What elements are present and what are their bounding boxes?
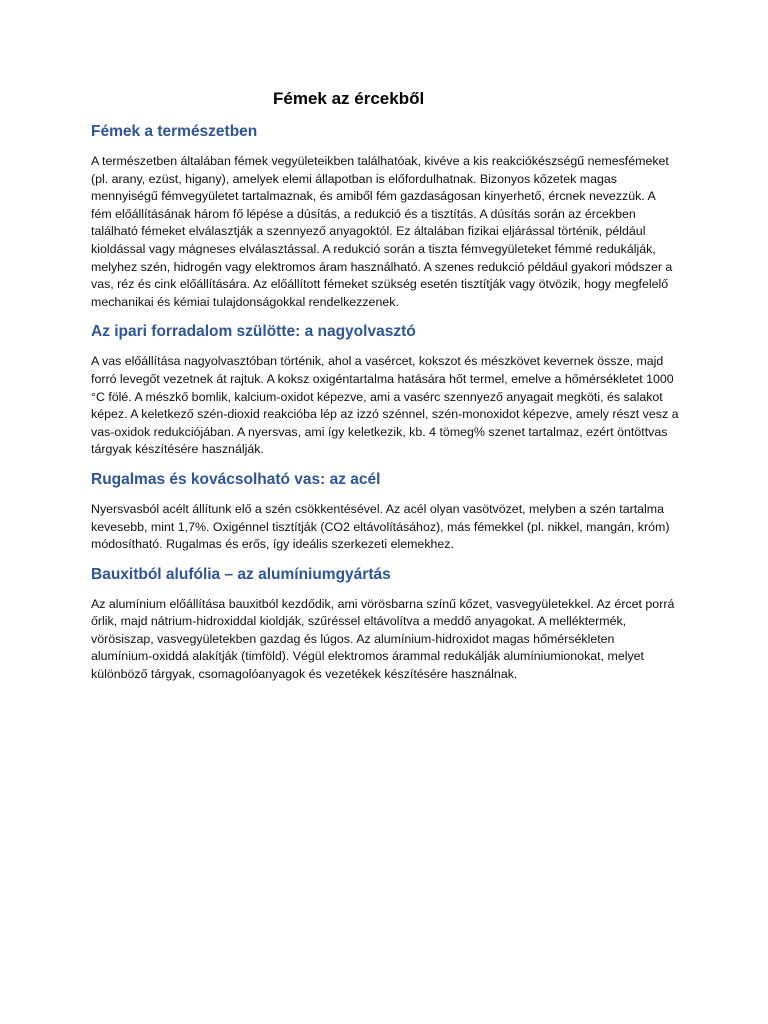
document-title: Fémek az ércekből [273, 89, 425, 108]
section-body-aluminiumgyartas: Az alumínium előállítása bauxitból kezdődik, ami vörösbarna színű kőzet, vasvegyületekkel. Az ércet porrá őrlik, majd nátrium-hidroxiddal kioldják, szűréssel eltávolítva a meddő anyagokat. A melléktermék, vörösiszap, vasvegyületekben gazdag és lúgos. Az alumínium-hidroxidot magas hőmérsékleten alumínium-oxiddá alakítják (timföld). Végül elektromos árammal redukálják alumíniumionokat, melyet különböző tárgyak, csomagolóanyagok és vezetékek készítésére használnak. [91, 596, 675, 682]
document-page [91, 88, 679, 684]
section-heading-nagyolvaszto: Az ipari forradalom szülötte: a nagyolvasztó [91, 323, 416, 341]
section-body-acel: Nyersvasból acélt állítunk elő a szén csökkentésével. Az acél olyan vasötvözet, melyben a szén tartalma kevesebb, mint 1,7%. Oxigénnel tisztítják (CO2 eltávolításához), más fémekkel (pl. nikkel, mangán, króm) módosítható. Rugalmas és erős, így ideális szerkezeti elemekhez. [91, 501, 670, 552]
section-body-nagyolvaszto: A vas előállítása nagyolvasztóban történik, ahol a vasércet, kokszot és mészkövet kevernek össze, majd forró levegőt vezetnek át rajtuk. A koksz oxigéntartalma hatására hőt termel, emelve a hőmérsékletet 1000 °C fölé. A mészkő bomlik, kalcium-oxidot képezve, ami a vasérc szennyező anyagait megköti, és salakot képez. A keletkező szén-dioxid reakcióba lép az izzó szénnel, szén-monoxidot képezve, amely részt vesz a vas-oxidok redukciójában. A nyersvas, ami így keletkezik, kb. 4 tömeg% szenet tartalmaz, ezért öntöttvas tárgyak készítésére használják. [91, 354, 679, 457]
section-body-femek-a-termeszetben: A természetben általában fémek vegyületeikben találhatóak, kivéve a kis reakciókészségű nemesfémeket (pl. arany, ezüst, higany), amelyek elemi állapotban is előfordulhatnak. Bizonyos kőzetek magas mennyiségű fémvegyületet tartalmaznak, és amiből fém gazdaságosan kinyerhető, ércnek nevezzük. A fém előállításának három fő lépése a dúsítás, a redukció és a tisztítás. A dúsítás során az ércekben található fémeket elválasztják a szennyező anyagoktól. Ez általában fizikai eljárással történik, például kioldással vagy mágneses elválasztással. A redukció során a tiszta fémvegyületeket fémmé redukálják, melyhez szén, hidrogén vagy elektromos áram használható. A szenes redukció például gyakori módszer a vas, réz és cink előállítására. Az előállított fémeket szükség esetén tisztítják vagy ötvözik, hogy megfelelő mechanikai és kémiai tulajdonságokkal rendelkezzenek. [91, 154, 673, 309]
section-heading-acel: Rugalmas és kovácsolható vas: az acél [91, 470, 381, 488]
section-heading-aluminiumgyartas: Bauxitból alufólia – az alumíniumgyártás [91, 565, 391, 583]
section-heading-femek-a-termeszetben: Fémek a természetben [91, 123, 258, 140]
